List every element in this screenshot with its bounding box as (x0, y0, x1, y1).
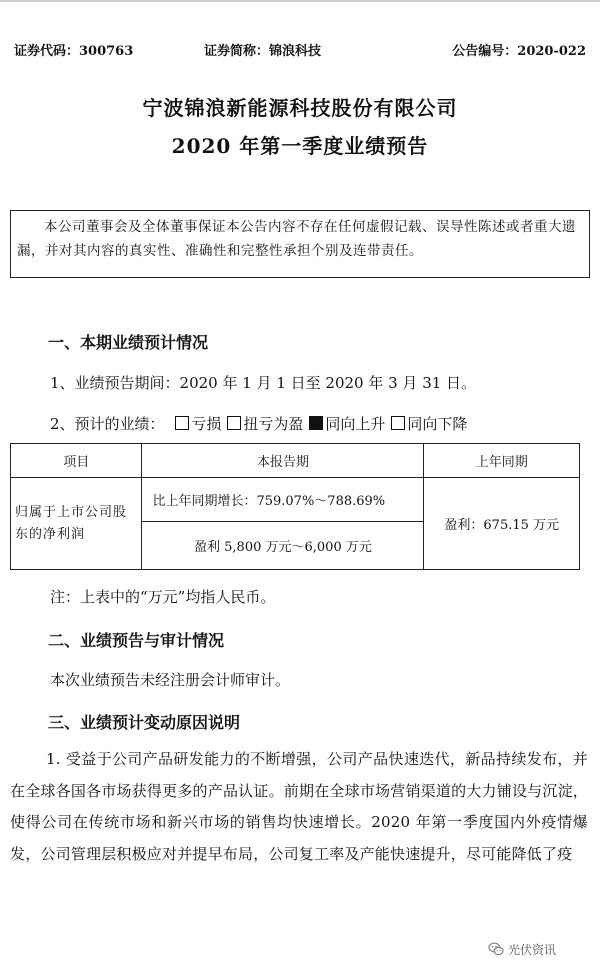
company-title: 宁波锦浪新能源科技股份有限公司 (142, 96, 458, 120)
table-row (11, 478, 580, 522)
checkbox-label-3: 同向下降 (407, 415, 468, 433)
performance-options (169, 415, 467, 433)
watermark-text: 光伏资讯 (508, 942, 557, 957)
wechat-icon (488, 941, 504, 957)
top-border (0, 0, 600, 2)
col-header-current: 本报告期 (142, 444, 424, 478)
report-title: 2020 年第一季度业绩预告 (171, 134, 429, 158)
section1-heading: 一、本期业绩预计情况 (48, 333, 209, 352)
performance-table (10, 443, 580, 570)
profit-range: 盈利 5,800 万元～6,000 万元 (142, 522, 424, 570)
forecast-period: 1、业绩预告期间：2020 年 1 月 1 日至 2020 年 3 月 31 日。 (50, 374, 477, 392)
col-header-last-year: 上年同期 (424, 444, 580, 478)
expected-performance (50, 413, 467, 434)
checkbox-option-2 (309, 416, 323, 430)
stock-abbreviation: 证券简称：锦浪科技 (204, 44, 322, 59)
last-year-profit: 盈利：675.15 万元 (424, 478, 580, 570)
change-reason-paragraph: 1. 受益于公司产品研发能力的不断增强，公司产品快速迭代，新品持续发布，并在全球各国各市场获得更多的产品认证。前期在全球市场营销渠道的大力铺设与沉淀，使得公司在传统市场和新兴市场的销售均快速增长。2020 年第一季度国内外疫情爆发，公司管理层积极应对并提早布局，公司复工率及产能快速提升，尽可能降低了疫 (10, 750, 588, 863)
row-item-net-profit: 归属于上市公司股东的净利润 (11, 478, 142, 570)
checkbox-label-2: 同向上升 (325, 415, 386, 433)
table-note: 注：上表中的“万元”均指人民币。 (50, 588, 276, 606)
stock-code: 证券代码：300763 (14, 44, 134, 59)
announcement-header (14, 40, 586, 60)
table-header-row (11, 444, 580, 478)
col-header-item: 项目 (11, 444, 142, 478)
expected-performance-label: 2、预计的业绩： (50, 415, 165, 433)
checkbox-label-1: 扭亏为盈 (243, 415, 304, 433)
section2-heading: 二、业绩预告与审计情况 (48, 631, 225, 650)
checkbox-option-0 (175, 416, 189, 430)
section3-heading: 三、业绩预计变动原因说明 (48, 713, 241, 732)
source-watermark (484, 938, 562, 960)
checkbox-label-0: 亏损 (191, 415, 222, 433)
checkbox-option-3 (391, 416, 405, 430)
checkbox-option-1 (227, 416, 241, 430)
board-statement-box: 本公司董事会及全体董事保证本公告内容不存在任何虚假记载、误导性陈述或者重大遗漏，并对其内容的真实性、准确性和完整性承担个别及连带责任。 (10, 210, 590, 278)
audit-statement: 本次业绩预告未经注册会计师审计。 (50, 671, 291, 689)
notice-number: 公告编号：2020-022 (452, 44, 586, 59)
growth-range: 比上年同期增长：759.07%～788.69% (142, 478, 424, 522)
